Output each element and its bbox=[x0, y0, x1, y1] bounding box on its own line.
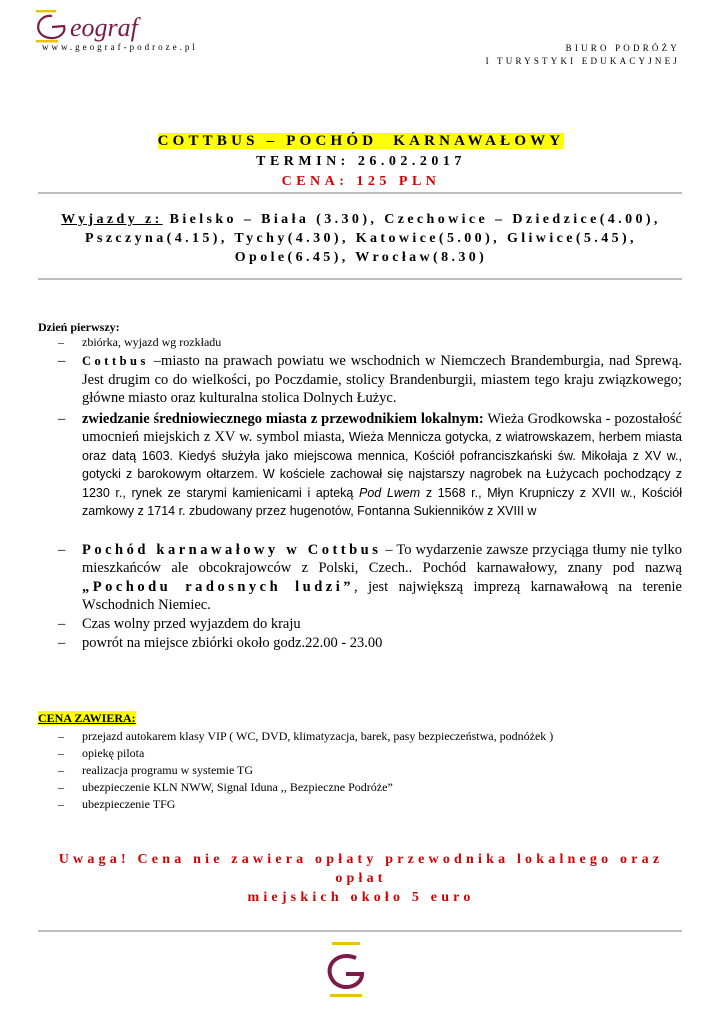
logo-wordmark: eograf bbox=[70, 13, 138, 42]
list-item: – Czas wolny przed wyjazdem do kraju bbox=[58, 615, 301, 632]
item-text: Wieża Grodkowska - pozostałość umocnień miejskich z XV w. symbol miasta, bbox=[82, 410, 682, 445]
item-text-sans-end: z 1568 r., Młyn Krupniczy z XVII w., Kościół zamkowy z 1714 r. zbudowany przez hugenotów, Fontanna Sukienników z XVIII w bbox=[82, 485, 683, 518]
agency-line-2: I TURYSTYKI EDUKACYJNEJ bbox=[485, 56, 680, 66]
divider-top bbox=[38, 192, 682, 194]
item-text: powrót na miejsce zbiórki około godz.22.00 - 23.00 bbox=[82, 635, 383, 651]
agency-name bbox=[486, 42, 680, 68]
item-text: ubezpieczenie KLN NWW, Signal Iduna ,, Bezpieczne Podróże” bbox=[82, 779, 393, 794]
item-quote: „Pochodu radosnych ludzi” bbox=[82, 578, 354, 595]
item-text: – To wydarzenie zawsze przyciąga tłumy nie tylko mieszkańców ale obcokrajowców z Polski, Czech.. Pochód karnawałowy, znany pod nazwą bbox=[82, 541, 682, 576]
item-lead: Cottbus bbox=[82, 354, 149, 368]
price-includes-list bbox=[38, 729, 682, 812]
item-lead: zwiedzanie średniowiecznego miasta z przewodnikiem lokalnym: bbox=[82, 410, 484, 427]
list-item: – opiekę pilota bbox=[58, 745, 145, 760]
geograf-logo bbox=[30, 6, 260, 46]
title-highlight: KARNAWAŁOWY bbox=[393, 133, 565, 149]
trip-title bbox=[38, 132, 684, 150]
departures-line-1: Bielsko – Biała (3.30), Czechowice – Dziedzice(4.00), bbox=[162, 212, 661, 227]
departures-lead: Wyjazdy z: bbox=[61, 212, 163, 227]
trip-header bbox=[38, 132, 684, 191]
item-text-sans: Wieża Mennicza gotycka, z wiatrowskazem, herbem miasta oraz datą 1603. Kiedyś służyła jako miejscowa mennica, Kościół pofranciszkański św. Mikołaja z XV w., gotycki z barokowym ołtarzem. W kościele zachował się najstarszy nagrobek na Łużycach pochodzący z 1230 r., rynek ze starymi kamienicami i apteką bbox=[82, 430, 682, 500]
item-text: opiekę pilota bbox=[82, 745, 145, 760]
agency-line-1: BIURO PODRÓŻY bbox=[565, 43, 680, 53]
item-text: ubezpieczenie TFG bbox=[82, 796, 176, 811]
divider-middle bbox=[38, 278, 682, 280]
note-line-1: Uwaga! Cena nie zawiera opłaty przewodnika lokalnego oraz opłat bbox=[58, 852, 664, 886]
item-text: zbiórka, wyjazd wg rozkładu bbox=[82, 335, 222, 349]
price-includes-title: CENA ZAWIERA: bbox=[38, 710, 136, 725]
divider-bottom bbox=[38, 930, 682, 932]
departures-line-3: Opole(6.45), Wrocław(8.30) bbox=[234, 250, 488, 265]
day-title: Dzień pierwszy: bbox=[38, 320, 120, 334]
item-lead: Pochód karnawałowy w Cottbus bbox=[82, 541, 382, 558]
item-text: Czas wolny przed wyjazdem do kraju bbox=[82, 615, 301, 632]
item-text: realizacja programu w systemie TG bbox=[82, 762, 254, 777]
list-item: – ubezpieczenie KLN NWW, Signal Iduna ,, Bezpieczne Podróże” bbox=[58, 779, 393, 794]
program bbox=[38, 320, 682, 812]
item-text: przejazd autokarem klasy VIP ( WC, DVD, klimatyzacja, barek, pasy bezpieczeństwa, podnóżek ) bbox=[82, 728, 554, 743]
title-prefix: COTTBUS – POCHÓD bbox=[157, 133, 378, 149]
price-note bbox=[38, 850, 684, 907]
item-text-end: , jest największą imprezą karnawałową na terenie Wschodnich Niemiec. bbox=[82, 578, 682, 613]
geograf-footer-logo bbox=[316, 938, 376, 1000]
departures-line-2: Pszczyna(4.15), Tychy(4.30), Katowice(5.00), Gliwice(5.45), bbox=[85, 231, 637, 246]
departures bbox=[38, 210, 684, 267]
list-item: – zbiórka, wyjazd wg rozkładu bbox=[58, 335, 222, 349]
list-item: – ubezpieczenie TFG bbox=[58, 796, 176, 811]
list-item: – realizacja programu w systemie TG bbox=[58, 762, 254, 777]
price-includes bbox=[38, 709, 682, 812]
item-text: –miasto na prawach powiatu we wschodnich w Niemczech Brandemburgia, nad Sprewą. Jest drugim co do wielkości, po Poczdamie, stolicy Brandenburgii, miastem tego kraju związkowego; główne miasto oraz kulturalna stolica Dolnych Łużyc. bbox=[82, 353, 682, 406]
list-item: – zwiedzanie średniowiecznego miasta z przewodnikiem lokalnym: Wieża Grodkowska - pozostałość umocnień miejskich z XV w. symbol miasta, Wieża Mennicza gotycka, z wiatrowskazem, herbem miasta oraz datą 1603. Kiedyś służyła jako miejscowa mennica, Kościół pofranciszkański św. Mikołaja z XV w., gotycki z barokowym ołtarzem. W kościele zachował się najstarszy nagrobek na Łużycach pochodzący z 1230 r., rynek ze starymi kamienicami i apteką Pod Lwem z 1568 r., Młyn Krupniczy z XVII w., Kościół zamkowy z 1714 r. zbudowany przez hugenotów, Fontanna Sukienników z XVIII w bbox=[58, 410, 683, 518]
day-program-list bbox=[38, 335, 682, 653]
item-italic: Pod Lwem bbox=[359, 485, 421, 500]
list-item: – przejazd autokarem klasy VIP ( WC, DVD, klimatyzacja, barek, pasy bezpieczeństwa, podnóżek ) bbox=[58, 728, 554, 743]
trip-price: CENA: 125 PLN bbox=[281, 174, 441, 189]
website-url[interactable]: www.geograf-podroze.pl bbox=[42, 42, 198, 52]
list-item: – Cottbus –miasto na prawach powiatu we wschodnich w Niemczech Brandemburgia, nad Sprewą. Jest drugim co do wielkości, po Poczdamie, stolicy Brandenburgii, miastem tego kraju związkowego; główne miasto oraz kulturalna stolica Dolnych Łużyc. bbox=[58, 353, 682, 406]
list-item: – powrót na miejsce zbiórki około godz.22.00 - 23.00 bbox=[58, 635, 383, 651]
list-item: – Pochód karnawałowy w Cottbus – To wydarzenie zawsze przyciąga tłumy nie tylko mieszkańców ale obcokrajowców z Polski, Czech.. Pochód karnawałowy, znany pod nazwą „Pochodu radosnych ludzi”, jest największą imprezą karnawałową na terenie Wschodnich Niemiec. bbox=[58, 541, 682, 613]
note-line-2: miejskich około 5 euro bbox=[247, 890, 475, 905]
trip-date: TERMIN: 26.02.2017 bbox=[256, 154, 466, 169]
